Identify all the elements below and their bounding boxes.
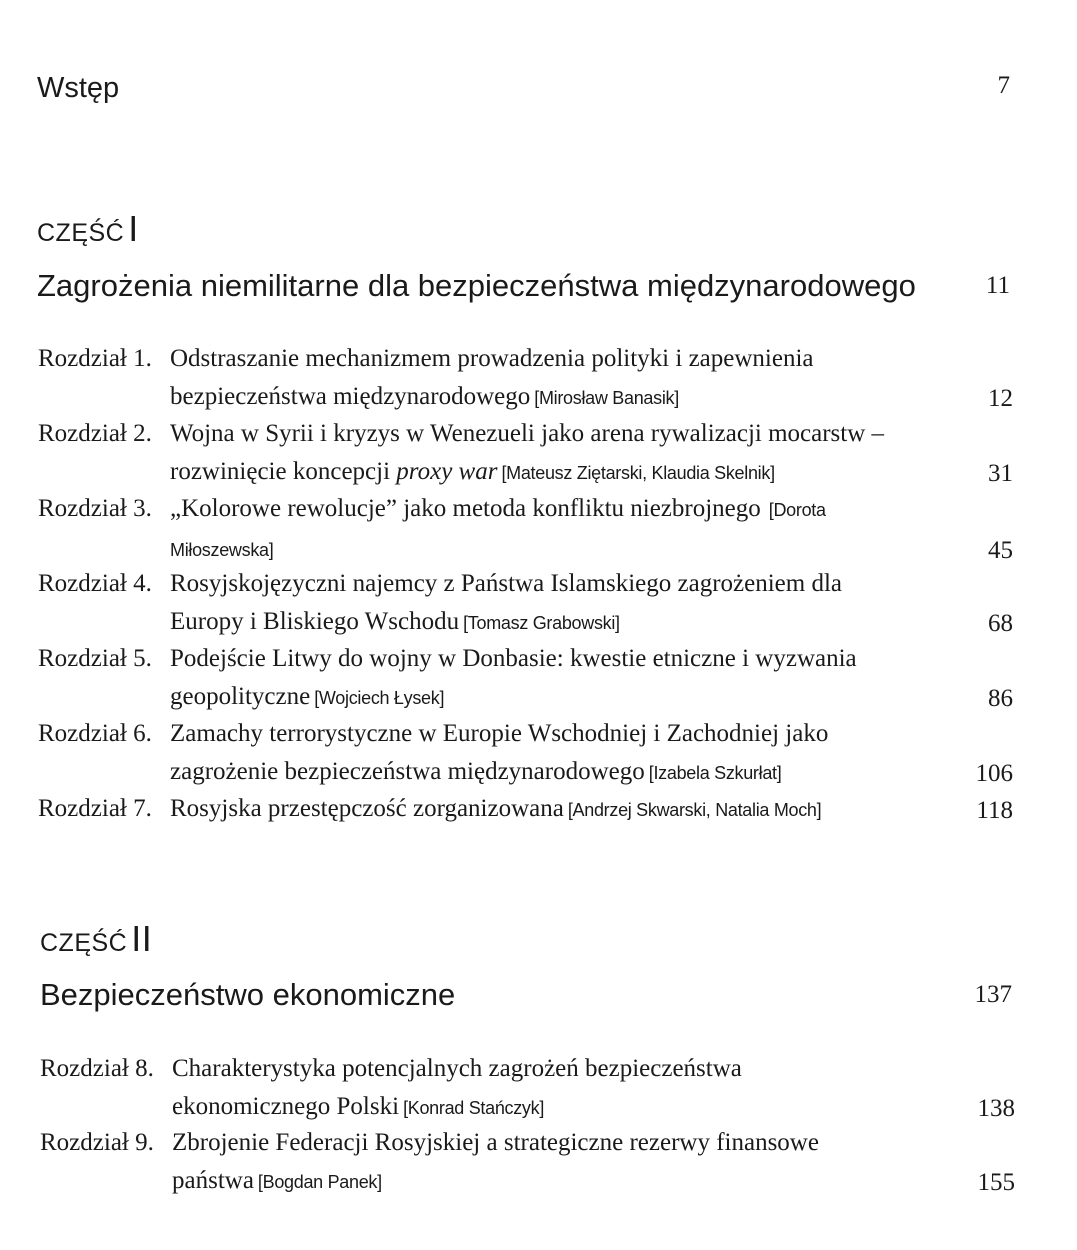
part-numeral: I — [128, 208, 139, 249]
toc-entry-chapter-9 — [40, 1124, 1015, 1201]
chapter-author: [Konrad Stańczyk] — [403, 1097, 545, 1118]
intro-title: Wstęp — [37, 72, 120, 104]
chapter-title: Zbrojenie Federacji Rosyjskiej a strategiczne rezerwy finansowe państwa — [172, 1129, 819, 1194]
chapter-title: Odstraszanie mechanizmem prowadzenia polityki i zapewnienia bezpieczeństwa międzynarodowego — [170, 345, 814, 410]
chapter-label: Rozdział 2. — [38, 420, 152, 447]
chapter-author: [Dorota Miłoszewska] — [170, 500, 826, 560]
part-label-text: CZĘŚĆ — [40, 929, 128, 957]
chapter-page-number: 86 — [988, 684, 1013, 712]
part-2-page-number: 137 — [974, 981, 1012, 1008]
chapter-page-number: 106 — [975, 759, 1013, 787]
chapter-label: Rozdział 3. — [38, 495, 152, 522]
intro-page-number: 7 — [997, 72, 1010, 99]
part-1-page-number: 11 — [985, 272, 1010, 299]
chapter-label: Rozdział 1. — [38, 345, 152, 372]
chapter-page-number: 12 — [988, 384, 1013, 412]
chapter-label: Rozdział 6. — [38, 720, 152, 747]
part-1-label — [37, 208, 139, 250]
chapter-label: Rozdział 9. — [40, 1129, 154, 1156]
chapter-page-number: 45 — [988, 536, 1013, 564]
toc-entry-chapter-2 — [38, 415, 1013, 492]
part-2-title: Bezpieczeństwo ekonomiczne — [40, 977, 456, 1012]
toc-entry-chapter-8 — [40, 1050, 1015, 1127]
chapter-title-italic: proxy war — [396, 457, 498, 485]
chapter-author: [Tomasz Grabowski] — [463, 612, 620, 633]
toc-entry-chapter-6 — [38, 715, 1013, 792]
part-1-title: Zagrożenia niemilitarne dla bezpieczeństwa międzynarodowego — [37, 268, 916, 303]
toc-entry-chapter-4 — [38, 565, 1013, 642]
toc-entry-chapter-1 — [38, 340, 1013, 417]
chapter-page-number: 155 — [977, 1168, 1015, 1196]
chapter-title: Charakterystyka potencjalnych zagrożeń bezpieczeństwa ekonomicznego Polski — [172, 1055, 742, 1120]
chapter-page-number: 118 — [976, 797, 1013, 824]
chapter-author: [Mirosław Banasik] — [534, 387, 679, 408]
toc-entry-chapter-7 — [38, 790, 1013, 830]
chapter-label: Rozdział 7. — [38, 795, 152, 822]
chapter-author: [Bogdan Panek] — [257, 1171, 382, 1192]
chapter-title: Zamachy terrorystyczne w Europie Wschodniej i Zachodniej jako zagrożenie bezpieczeństwa międzynarodowego — [170, 720, 829, 785]
toc-entry-chapter-3 — [38, 490, 1013, 569]
chapter-author: [Wojciech Łysek] — [314, 687, 445, 708]
chapter-page-number: 138 — [977, 1094, 1015, 1122]
chapter-title: „Kolorowe rewolucje” jako metoda konfliktu niezbrojnego — [170, 495, 761, 522]
chapter-title: Rosyjska przestępczość zorganizowana — [170, 795, 564, 822]
part-label-text: CZĘŚĆ — [37, 219, 125, 247]
chapter-title: Rosyjskojęzyczni najemcy z Państwa Islamskiego zagrożeniem dla Europy i Bliskiego Wschodu — [170, 570, 843, 635]
chapter-title: Wojna w Syrii i kryzys w Wenezueli jako arena rywalizacji mocarstw – rozwinięcie koncepcji — [170, 420, 885, 485]
chapter-page-number: 31 — [988, 459, 1013, 487]
chapter-label: Rozdział 4. — [38, 570, 152, 597]
part-numeral: II — [131, 918, 153, 959]
chapter-author: [Andrzej Skwarski, Natalia Moch] — [567, 800, 822, 820]
chapter-author: [Izabela Szkurłat] — [648, 762, 782, 783]
chapter-title: Podejście Litwy do wojny w Donbasie: kwestie etniczne i wyzwania geopolityczne — [170, 645, 857, 710]
chapter-page-number: 68 — [988, 609, 1013, 637]
chapter-label: Rozdział 8. — [40, 1055, 154, 1082]
toc-entry-chapter-5 — [38, 640, 1013, 717]
chapter-label: Rozdział 5. — [38, 645, 152, 672]
chapter-author: [Mateusz Ziętarski, Klaudia Skelnik] — [501, 462, 775, 483]
part-2-label — [40, 918, 152, 960]
